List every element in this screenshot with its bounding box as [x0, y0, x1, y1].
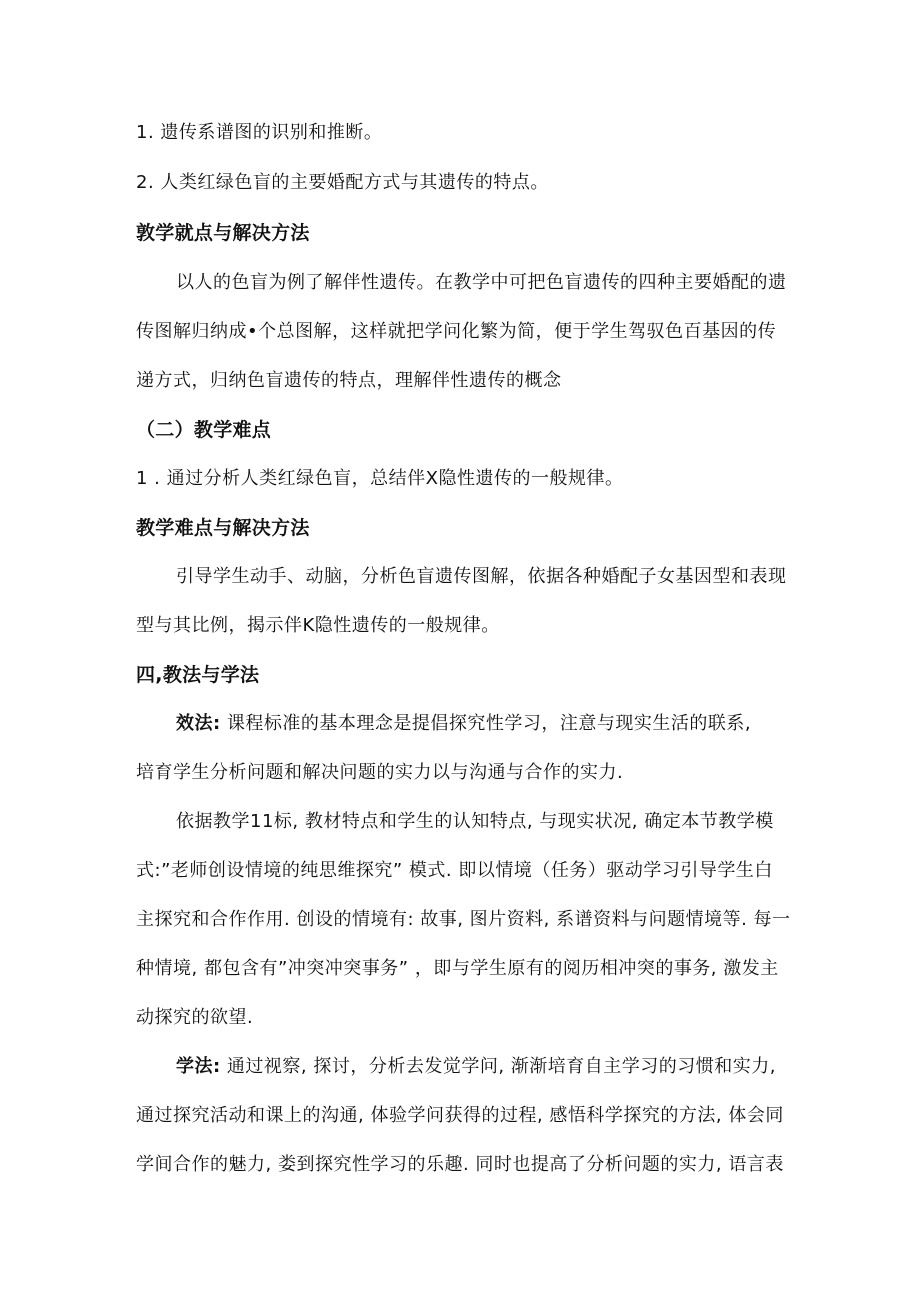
para-difficulty-line-2: 型与其比例，揭示伴K隐性遗传的一般规律。 [136, 615, 500, 636]
heading-section-4: 四,教法与学法 [136, 664, 260, 686]
difficulty-item-1: 1 . 通过分析人类红绿色盲，总结伴X隐性遗传的一般规律。 [136, 468, 624, 489]
heading-difficulty-methods: 教学难点与解决方法 [136, 517, 310, 539]
list-item-1: 1. 遗传系谱图的识别和推断。 [136, 122, 383, 143]
list-item-2: 2. 人类红绿色盲的主要婚配方式与其遗传的特点。 [136, 172, 549, 193]
para-difficulty-line-1: 引导学生动手、动脑，分析色盲遗传图解，依据各种婚配子女基因型和表现 [176, 566, 787, 587]
teaching-method-text: 课程标准的基本理念是提倡探究性学习，注意与现实生活的联系, [220, 713, 752, 734]
heading-key-methods: 敦学就点与解决方法 [136, 222, 310, 244]
teaching-method-line-2: 培育学生分析问题和解决问题的实力以与沟通与合作的实力. [136, 762, 624, 783]
teaching-method-line-1 [176, 712, 751, 736]
learning-method-line-1 [176, 1055, 776, 1079]
para-key-line-3: 递方式，归纳色盲遗传的特点，理解伴性遗传的概念 [136, 370, 562, 391]
para-key-line-1: 以人的色盲为例了解伴性遗传。在教学中可把色盲遗传的四种主要婚配的遗 [176, 272, 787, 293]
learning-method-label: 学法: [176, 1056, 221, 1077]
teaching-method-label: 效法: [176, 713, 221, 734]
para-key-line-2: 传图解归纳成•个总图解，这样就把学问化繁为简，便于学生驾驭色百基因的传 [136, 321, 777, 342]
learning-method-text: 通过视察, 探讨，分析去发觉学问, 渐渐培育自主学习的习惯和实力, [220, 1056, 777, 1077]
heading-difficulty: （二）教学难点 [136, 419, 272, 441]
mode-para-line-4: 种情境, 都包含有”冲突冲突事务” ，即与学生原有的阅历相冲突的事务, 激发主 [136, 958, 779, 979]
mode-para-line-1: 依据教学11标, 教材特点和学生的认知特点, 与现实状况, 确定本节教学模 [176, 811, 774, 832]
learning-method-line-2: 通过探究活动和课上的沟通, 体验学问获得的过程, 感悟科学探究的方法, 体会同 [136, 1105, 784, 1126]
mode-para-line-3: 主探究和合作作用. 创设的情境有: 故事, 图片资料, 系谱资料与问题情境等. 每一 [136, 909, 791, 930]
mode-para-line-2: 式:”老师创设情境的纯思维探究” 模式. 即以情境（任务）驱动学习引导学生白 [136, 860, 773, 881]
mode-para-line-5: 动探究的欲望. [136, 1007, 254, 1028]
learning-method-line-3: 学间合作的魅力, 娄到探究性学习的乐趣. 同时也提高了分析问题的实力, 语言表 [136, 1154, 784, 1175]
